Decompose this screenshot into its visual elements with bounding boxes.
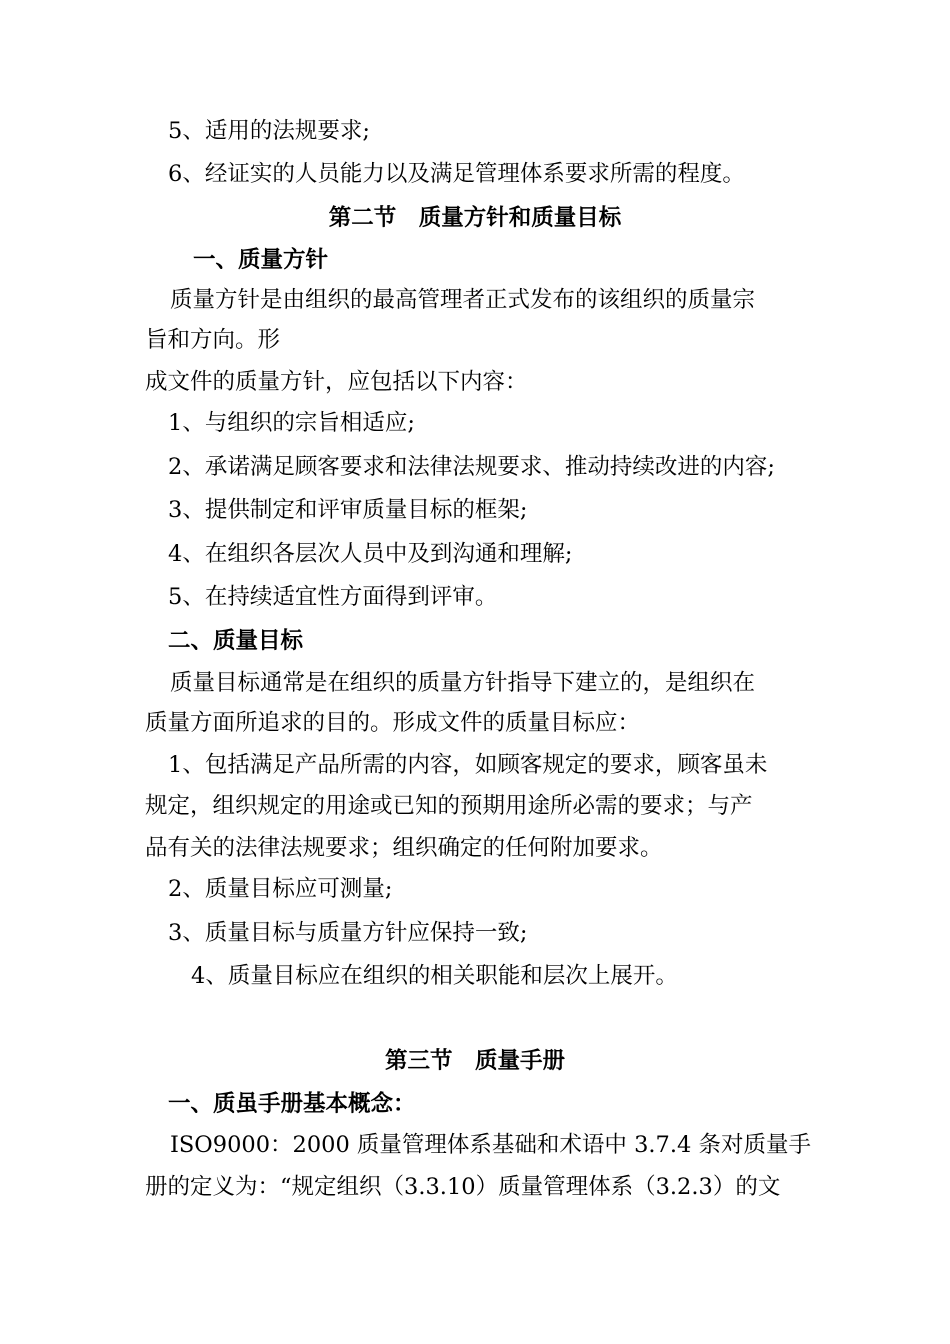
list-item: 3、质量目标与质量方针应保持一致; [168, 920, 528, 946]
list-item: 5、适用的法规要求; [168, 118, 370, 144]
list-item: 6、经证实的人员能力以及满足管理体系要求所需的程度。 [168, 161, 745, 187]
paragraph-line: 质量目标通常是在组织的质量方针指导下建立的，是组织在 [170, 670, 756, 696]
list-item: 4、质量目标应在组织的相关职能和层次上展开。 [191, 963, 678, 989]
paragraph-line: 成文件的质量方针，应包括以下内容： [145, 369, 528, 395]
list-item: 2、承诺满足顾客要求和法律法规要求、推动持续改进的内容; [168, 454, 775, 480]
paragraph-line: 册的定义为：“规定组织（3.3.10）质量管理体系（3.2.3）的文 [145, 1174, 781, 1200]
list-item: 2、质量目标应可测量; [168, 876, 393, 902]
paragraph-line: 品有关的法律法规要求；组织确定的任何附加要求。 [145, 835, 663, 861]
subsection-heading: 一、质量方针 [193, 247, 329, 273]
list-item: 1、包括满足产品所需的内容，如顾客规定的要求，顾客虽未 [168, 752, 768, 778]
list-item: 4、在组织各层次人员中及到沟通和理解; [168, 541, 573, 567]
subsection-heading: 一、质虽手册基本概念： [168, 1091, 416, 1117]
list-item: 5、在持续适宜性方面得到评审。 [168, 584, 498, 610]
section-heading: 第二节 质量方针和质量目标 [328, 205, 622, 231]
paragraph-line: 质量方面所追求的目的。形成文件的质量目标应： [145, 710, 641, 736]
subsection-heading: 二、质量目标 [168, 628, 304, 654]
paragraph-line: 规定，组织规定的用途或已知的预期用途所必需的要求；与产 [145, 793, 753, 819]
paragraph-line: 旨和方向。形 [145, 327, 281, 353]
list-item: 3、提供制定和评审质量目标的框架; [168, 497, 528, 523]
paragraph-line: 质量方针是由组织的最高管理者正式发布的该组织的质量宗 [170, 287, 756, 313]
paragraph-line: ISO9000：2000 质量管理体系基础和术语中 3.7.4 条对质量手 [170, 1132, 811, 1158]
section-heading: 第三节 质量手册 [384, 1048, 565, 1074]
list-item: 1、与组织的宗旨相适应; [168, 410, 415, 436]
